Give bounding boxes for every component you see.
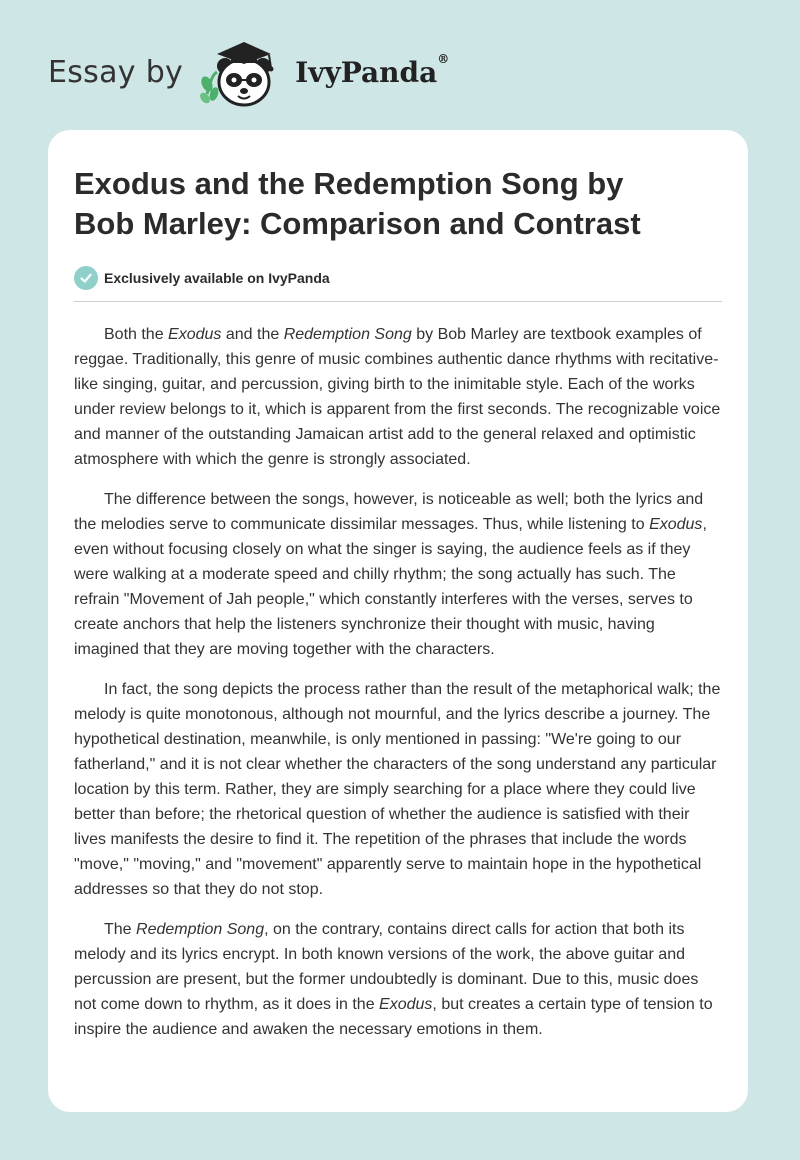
- exclusive-badge: [74, 265, 722, 291]
- essay-title: Exodus and the Redemption Song by Bob Marley: Comparison and Contrast: [74, 166, 641, 241]
- divider: [74, 301, 722, 302]
- essay-by-label: Essay by: [48, 54, 184, 90]
- paragraph-3: In fact, the song depicts the process rather than the result of the metaphorical walk; the melody is quite monotonous, although not mournful, and the lyrics describe a journey. The hypothetical destination, meanwhile, is only mentioned in passing: "We're going to our fatherland," and it is not clear whether the characters of the song understand any particular location by this term. Rather, they are simply searching for a place where they could live better than before; the rhetorical question of whether the audience is satisfied with their lives manifests the desire to find it. The repetition of the phrases that include the words "move," "moving," and "movement" apparently serve to maintain hope in the hypothetical addresses so that they do not stop.: [74, 681, 721, 898]
- brand-name[interactable]: IvyPanda®: [295, 51, 450, 89]
- panda-graduate-icon[interactable]: [197, 36, 287, 108]
- site-header: [48, 36, 449, 108]
- exclusive-label: Exclusively available on IvyPanda: [104, 270, 330, 286]
- paragraph-1: Both the Exodus and the Redemption Song by Bob Marley are textbook examples of reggae. Traditionally, this genre of music combines authentic dance rhythms with recitative-like singing, guitar, and percussion, giving birth to the inimitable style. Each of the works under review belongs to it, which is apparent from the first seconds. The recognizable voice and manner of the outstanding Jamaican artist add to the general relaxed and optimistic atmosphere with which the genre is strongly associated.: [74, 326, 721, 468]
- essay-card: [48, 130, 748, 1112]
- paragraph-4: The Redemption Song, on the contrary, contains direct calls for action that both its melody and its lyrics encrypt. In both known versions of the work, the above guitar and percussion are present, but the former undoubtedly is dominant. Due to this, music does not come down to rhythm, as it does in the Exodus, but creates a certain type of tension to inspire the audience and awaken the necessary emotions in them.: [74, 921, 713, 1038]
- check-circle-icon: [74, 266, 98, 290]
- paragraph-2: The difference between the songs, however, is noticeable as well; both the lyrics and the melodies serve to communicate dissimilar messages. Thus, while listening to Exodus, even without focusing closely on what the singer is saying, the audience feels as if they were walking at a moderate speed and chilly rhythm; the song actually has such. The refrain "Movement of Jah people," which constantly interferes with the verses, serves to create anchors that help the listeners synchronize their thought with music, having imagined that they are moving together with the characters.: [74, 491, 707, 658]
